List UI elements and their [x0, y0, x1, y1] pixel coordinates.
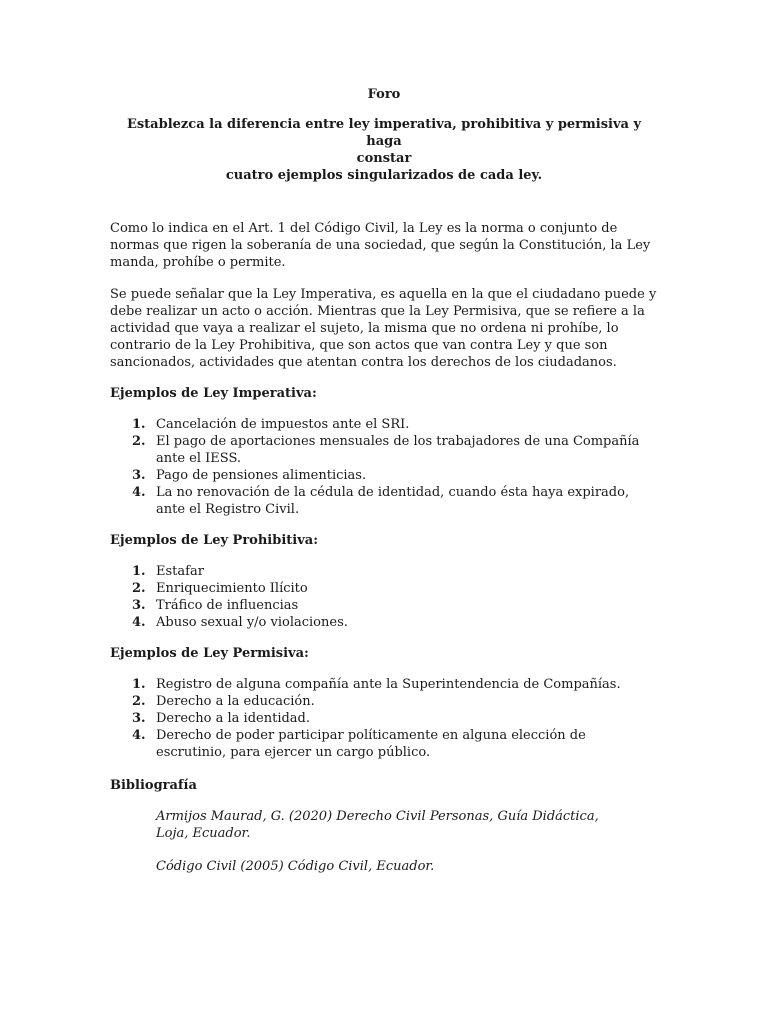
list-permisiva	[110, 676, 658, 761]
list-number: 1.	[132, 564, 146, 579]
bibliography-heading: Bibliografía	[110, 778, 197, 793]
list-item-text: Registro de alguna compañía ante la Superintendencia de Compañías.	[156, 677, 621, 692]
section-heading-imperativa: Ejemplos de Ley Imperativa:	[110, 386, 317, 401]
list-item	[110, 676, 658, 693]
list-number: 3.	[132, 711, 146, 726]
list-item	[110, 563, 658, 580]
list-item	[110, 727, 658, 761]
document-subtitle	[110, 116, 658, 184]
list-item	[110, 597, 658, 614]
subtitle-line: Establezca la diferencia entre ley imperativa, prohibitiva y permisiva y haga	[126, 117, 642, 149]
list-number: 3.	[132, 468, 146, 483]
list-number: 2.	[132, 581, 146, 596]
list-number: 1.	[132, 417, 146, 432]
list-prohibitiva	[110, 563, 658, 631]
bibliography-entry: Código Civil (2005) Código Civil, Ecuador.	[156, 859, 435, 874]
list-item	[110, 416, 658, 433]
list-item-text: Derecho a la educación.	[156, 694, 315, 709]
section-heading-permisiva: Ejemplos de Ley Permisiva:	[110, 646, 309, 661]
explanation-paragraph: Se puede señalar que la Ley Imperativa, es aquella en la que el ciudadano puede y debe realizar un acto o acción. Mientras que la Ley Permisiva, que se refiere a la actividad que vaya a realizar el sujeto, la misma que no ordena ni prohíbe, lo contrario de la Ley Prohibitiva, que son actos que van contra Ley y que son sancionados, actividades que atentan contra los derechos de los ciudadanos.	[110, 287, 657, 370]
intro-paragraph: Como lo indica en el Art. 1 del Código Civil, la Ley es la norma o conjunto de normas que rigen la soberanía de una sociedad, que según la Constitución, la Ley manda, prohíbe o permite.	[110, 221, 651, 270]
document-body	[110, 86, 658, 875]
subtitle-line: cuatro ejemplos singularizados de cada ley.	[225, 168, 543, 183]
list-number: 4.	[132, 728, 146, 743]
section-heading-prohibitiva: Ejemplos de Ley Prohibitiva:	[110, 533, 318, 548]
bibliography-entry: Armijos Maurad, G. (2020) Derecho Civil Personas, Guía Didáctica, Loja, Ecuador.	[156, 809, 599, 841]
list-number: 2.	[132, 434, 146, 449]
list-item	[110, 433, 658, 467]
list-item	[110, 614, 658, 631]
list-item	[110, 693, 658, 710]
document-title: Foro	[367, 87, 401, 102]
list-item-text: Cancelación de impuestos ante el SRI.	[156, 417, 410, 432]
list-item-text: Enriquecimiento Ilícito	[156, 581, 308, 596]
list-item	[110, 467, 658, 484]
list-number: 2.	[132, 694, 146, 709]
list-number: 1.	[132, 677, 146, 692]
list-item-text: Derecho a la identidad.	[156, 711, 311, 726]
list-number: 4.	[132, 615, 146, 630]
list-item-text: Pago de pensiones alimenticias.	[156, 468, 367, 483]
list-item	[110, 580, 658, 597]
list-item-text: Tráfico de influencias	[156, 598, 299, 613]
list-item	[110, 710, 658, 727]
list-imperativa	[110, 416, 658, 518]
list-item-text: La no renovación de la cédula de identidad, cuando ésta haya expirado, ante el Registro Civil.	[156, 485, 630, 517]
list-item	[110, 484, 658, 518]
list-number: 3.	[132, 598, 146, 613]
list-item-text: Abuso sexual y/o violaciones.	[156, 615, 348, 630]
list-item-text: Estafar	[156, 564, 204, 579]
list-item-text: El pago de aportaciones mensuales de los trabajadores de una Compañía ante el IESS.	[156, 434, 640, 466]
subtitle-line: constar	[356, 151, 412, 166]
list-number: 4.	[132, 485, 146, 500]
list-item-text: Derecho de poder participar políticamente en alguna elección de escrutinio, para ejercer un cargo público.	[156, 728, 586, 760]
